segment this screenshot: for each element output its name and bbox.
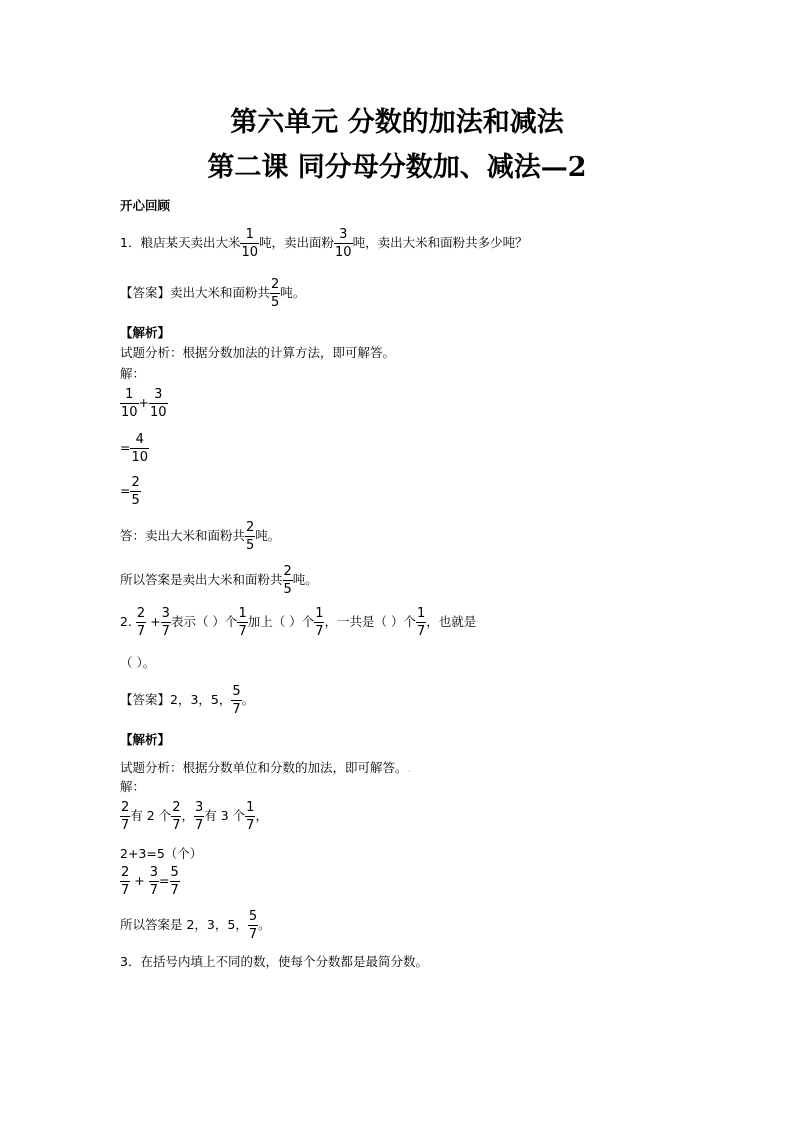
- analysis-label-2: 【解析】: [120, 732, 171, 747]
- fraction: $\frac{3}{10}$: [150, 387, 167, 420]
- fraction: $\frac{2}{5}$: [131, 475, 140, 508]
- fraction: $\frac{1}{10}$: [121, 387, 138, 420]
- conclusion-1: 所以答案是卖出大米和面粉共 $\frac{2}{5}$ 吨。: [120, 564, 318, 597]
- calc-step-3: = $\frac{2}{5}$: [120, 475, 140, 508]
- work-line-3: $\frac{2}{7}$ + $\frac{3}{7}$ = $\frac{5}{7}$: [121, 865, 179, 898]
- question-1: 1．粮店某天卖出大米 $\frac{1}{10}$ 吨，卖出面粉 $\frac{3}{10}$ 吨，卖出大米和面粉共多少吨？: [120, 227, 528, 260]
- fraction: $\frac{1}{7}$: [246, 800, 255, 833]
- lesson-title: 第二课 同分母分数加、减法—2: [207, 152, 587, 183]
- fraction: $\frac{2}{5}$: [283, 564, 292, 597]
- fraction: $\frac{2}{7}$: [121, 865, 130, 898]
- answer-2: 【答案】2，3，5， $\frac{5}{7}$ 。: [120, 684, 255, 717]
- fraction: $\frac{3}{7}$: [149, 865, 159, 898]
- fraction: $\frac{1}{10}$: [241, 227, 259, 260]
- analysis-label-1: 【解析】: [120, 325, 171, 340]
- fraction: $\frac{1}{7}$: [416, 606, 426, 639]
- unit-title: 第六单元 分数的加法和减法: [230, 107, 564, 138]
- fraction: $\frac{2}{7}$: [172, 800, 181, 833]
- fraction: $\frac{3}{7}$: [161, 606, 170, 639]
- question-2: 2. $\frac{2}{7}$ + $\frac{3}{7}$ 表示（ ）个 $\frac{1}{7}$ 加上（ ）个 $\frac{1}{7}$ ，一共是（ ）个 $\frac{1}{7}$ ，也就是: [120, 606, 477, 639]
- reply-1: 答：卖出大米和面粉共 $\frac{2}{5}$ 吨。: [120, 520, 281, 553]
- fraction: $\frac{3}{10}$: [335, 227, 352, 260]
- calc-step-1: $\frac{1}{10}$ + $\frac{3}{10}$: [121, 387, 167, 420]
- work-line-1: $\frac{2}{7}$ 有 2 个 $\frac{2}{7}$ ， $\frac{3}{7}$ 有 3 个 $\frac{1}{7}$ ，: [121, 800, 268, 833]
- stray-mark: .: [407, 764, 411, 775]
- fraction: $\frac{5}{7}$: [232, 684, 241, 717]
- conclusion-2: 所以答案是 2，3，5， $\frac{5}{7}$ 。: [120, 909, 271, 942]
- fraction: $\frac{5}{7}$: [248, 909, 258, 942]
- question-2-continued: （ ）。: [120, 655, 156, 670]
- calc-step-2: = $\frac{4}{10}$: [120, 432, 149, 465]
- analysis-text-2: 试题分析：根据分数单位和分数的加法，即可解答。.: [120, 760, 411, 775]
- question-3: 3．在括号内填上不同的数，使每个分数都是最简分数。: [120, 954, 428, 969]
- fraction: $\frac{2}{7}$: [121, 800, 130, 833]
- answer-1: 【答案】卖出大米和面粉共 $\frac{2}{5}$ 吨。: [120, 277, 306, 310]
- fraction: $\frac{1}{7}$: [315, 606, 324, 639]
- section-heading: 开心回顾: [120, 198, 171, 213]
- solve-label-2: 解：: [120, 779, 146, 794]
- fraction: $\frac{1}{7}$: [238, 606, 247, 639]
- solve-label-1: 解：: [120, 366, 146, 381]
- analysis-text-1: 试题分析：根据分数加法的计算方法，即可解答。: [120, 345, 396, 360]
- fraction: $\frac{4}{10}$: [131, 432, 149, 465]
- work-line-2: 2+3=5（个）: [120, 846, 203, 861]
- fraction: $\frac{2}{5}$: [246, 520, 255, 553]
- fraction: $\frac{2}{7}$: [136, 606, 146, 639]
- fraction: $\frac{3}{7}$: [194, 800, 204, 833]
- fraction: $\frac{2}{5}$: [271, 277, 280, 310]
- fraction: $\frac{5}{7}$: [170, 865, 179, 898]
